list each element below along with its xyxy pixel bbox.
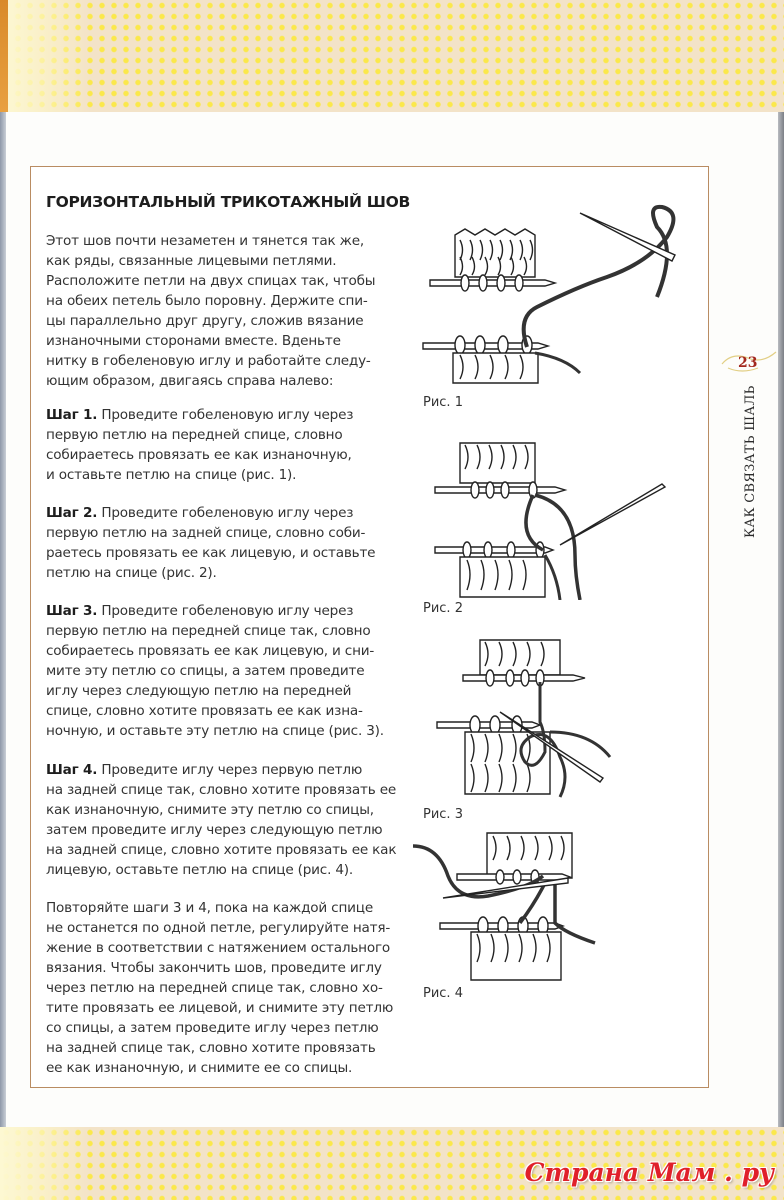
knitting-needles-figure-1-icon	[405, 195, 705, 385]
tapestry-needle	[560, 484, 665, 545]
page-edge-top	[0, 0, 8, 112]
figure-3	[405, 632, 705, 827]
yarn	[524, 207, 674, 347]
figure-caption: Рис. 2	[423, 601, 463, 616]
step-3-paragraph	[46, 601, 396, 741]
text-line: спице, словно хотите провязать ее как изна-	[46, 703, 363, 719]
text-line: Повторяйте шаги 3 и 4, пока на каждой спице	[46, 900, 373, 916]
step-label: Шаг 4.	[46, 762, 98, 778]
text-line: Этот шов почти незаметен и тянется так же,	[46, 233, 364, 249]
text-line: цы параллельно друг другу, сложив вязание	[46, 313, 364, 329]
knitted-fabric-top	[480, 640, 560, 675]
text-line: иглу через следующую петлю на передней	[46, 683, 352, 699]
text-line: собираетесь провязать ее как лицевую, и сни-	[46, 643, 375, 659]
text-line: жение в соответствии с натяжением остального	[46, 940, 391, 956]
knitted-fabric-top	[455, 229, 535, 277]
text-line: ющим образом, двигаясь справа налево:	[46, 373, 334, 389]
site-watermark: Страна Мам . ру	[524, 1158, 774, 1187]
text-line: мите эту петлю со спицы, а затем проведите	[46, 663, 365, 679]
text-line: Проведите иглу через первую петлю	[97, 762, 363, 778]
text-line: Проведите гобеленовую иглу через	[97, 505, 354, 521]
running-title	[741, 375, 761, 540]
knitting-needles-figure-4-icon	[405, 828, 705, 983]
text-line: собираетесь провязать ее как изнаночную,	[46, 447, 352, 463]
figure-2	[405, 435, 705, 620]
text-line: нитку в гобеленовую иглу и работайте следу-	[46, 353, 371, 369]
text-line: на задней спице так, словно хотите провязать	[46, 1040, 376, 1056]
text-line: первую петлю на передней спице так, словно	[46, 623, 371, 639]
text-line: первую петлю на задней спице, словно соби-	[46, 525, 366, 541]
text-line: на обеих петель было поровну. Держите спи-	[46, 293, 368, 309]
figure-caption: Рис. 4	[423, 986, 463, 1001]
intro-paragraph	[46, 231, 396, 391]
text-line: как изнаночную, снимите эту петлю со спицы,	[46, 802, 374, 818]
needle-top	[430, 280, 555, 286]
knitted-fabric-top	[460, 443, 535, 483]
text-line: Проведите гобеленовую иглу через	[97, 407, 354, 423]
knitting-needles-figure-2-icon	[405, 435, 705, 600]
page-edge-right	[778, 112, 784, 1127]
step-4-paragraph	[46, 760, 396, 880]
figure-caption: Рис. 3	[423, 807, 463, 822]
knitted-fabric-bottom	[453, 353, 538, 383]
text-line: со спицы, а затем проведите иглу через петлю	[46, 1020, 379, 1036]
text-line: Проведите гобеленовую иглу через	[97, 603, 354, 619]
text-line: ночную, и оставьте эту петлю на спице (рис. 3).	[46, 723, 384, 739]
text-line: Расположите петли на двух спицах так, чтобы	[46, 273, 376, 289]
text-line: как ряды, связанные лицевыми петлями.	[46, 253, 337, 269]
top-decorative-banner	[0, 0, 784, 112]
figure-1	[405, 195, 705, 410]
text-line: вязания. Чтобы закончить шов, проведите иглу	[46, 960, 382, 976]
figure-caption: Рис. 1	[423, 395, 463, 410]
text-line: раетесь провязать ее как лицевую, и оставьте	[46, 545, 376, 561]
step-1-paragraph	[46, 405, 396, 485]
text-line: через петлю на передней спице так, словно хо-	[46, 980, 383, 996]
knitted-fabric-bottom	[460, 557, 545, 597]
text-line: на задней спице, словно хотите провязать ее как	[46, 842, 397, 858]
tapestry-needle	[443, 878, 568, 898]
knitted-fabric-bottom	[471, 932, 561, 980]
text-line: петлю на спице (рис. 2).	[46, 565, 217, 581]
text-line: ее как изнаночную, и снимите ее со спицы.	[46, 1060, 353, 1076]
section-title: ГОРИЗОНТАЛЬНЫЙ ТРИКОТАЖНЫЙ ШОВ	[46, 193, 411, 211]
text-line: не останется по одной петле, регулируйте натя-	[46, 920, 391, 936]
text-line: и оставьте петлю на спице (рис. 1).	[46, 467, 297, 483]
text-line: затем проведите иглу через следующую петлю	[46, 822, 383, 838]
step-label: Шаг 3.	[46, 603, 98, 619]
text-line: тите провязать ее лицевой, и снимите эту петлю	[46, 1000, 394, 1016]
closing-paragraph	[46, 898, 396, 1078]
step-label: Шаг 1.	[46, 407, 98, 423]
running-title-text: КАК СВЯЗАТЬ ШАЛЬ	[743, 385, 758, 538]
figure-4	[405, 828, 705, 1008]
text-line: изнаночными сторонами вместе. Вденьте	[46, 333, 341, 349]
page-number: 23	[738, 355, 758, 371]
needle-top	[435, 487, 565, 493]
tapestry-needle	[580, 213, 675, 261]
text-line: первую петлю на передней спице, словно	[46, 427, 343, 443]
step-label: Шаг 2.	[46, 505, 98, 521]
text-line: лицевую, оставьте петлю на спице (рис. 4).	[46, 862, 353, 878]
knitting-needles-figure-3-icon	[405, 632, 705, 802]
needle-bottom	[435, 547, 553, 553]
step-2-paragraph	[46, 503, 396, 583]
text-line: на задней спице так, словно хотите провязать ее	[46, 782, 397, 798]
page-edge-left	[0, 112, 6, 1127]
